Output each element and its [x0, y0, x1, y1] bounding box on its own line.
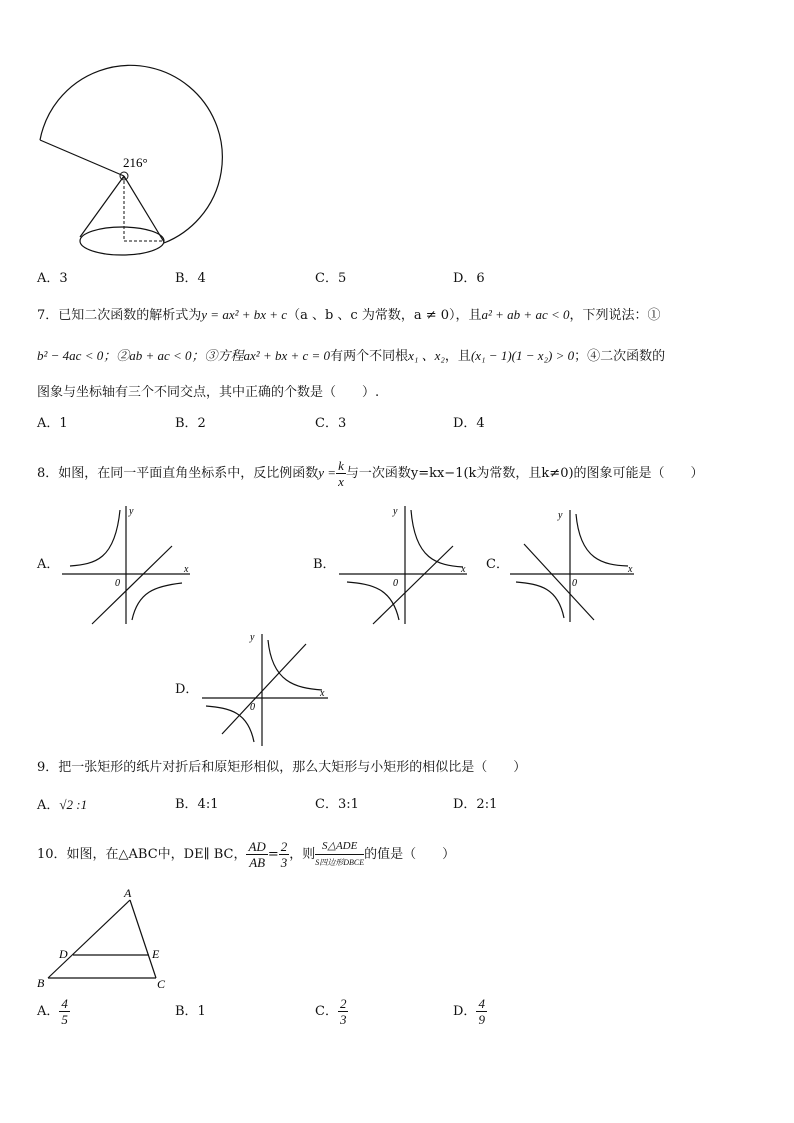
q10-option-d[interactable]: D． $\frac{4}{9}$	[453, 996, 485, 1027]
origin-label: 0	[572, 578, 577, 589]
point-e: E	[152, 947, 160, 961]
q8-label-a[interactable]: A．	[37, 557, 60, 572]
linear-function-line	[524, 544, 594, 620]
vertex-b: B	[37, 976, 45, 990]
hyperbola-branch-q3	[206, 706, 254, 742]
q7-option-c[interactable]: C．3	[315, 416, 347, 431]
cone-right-edge	[124, 176, 164, 242]
q9-option-b[interactable]: B．4:1	[175, 797, 219, 812]
cone-sector-figure	[30, 55, 230, 265]
x-label: x	[461, 564, 466, 575]
vertex-c: C	[157, 977, 166, 991]
q7-line2: b² − 4ac < 0；②ab + ac < 0；③方程ax² + bx + c = 0有两个不同根x₁ 、x₂，且(x₁ − 1)(1 − x₂) > 0；④二次函数的	[37, 348, 666, 364]
hyperbola-branch-q4	[132, 583, 182, 620]
q8-stem: 8．如图，在同一平面直角坐标系中，反比例函数y = $\frac{k}{x}$ 与一次函数y=kx−1(k为常数，且k≠0)的图象可能是（ ）	[37, 458, 704, 489]
side-ab	[48, 900, 130, 978]
q7-option-a[interactable]: A．1	[37, 416, 68, 431]
angle-label: 216°	[123, 155, 148, 170]
q10-option-a[interactable]: A． $\frac{4}{5}$	[37, 996, 68, 1027]
q6-option-d[interactable]: D．6	[453, 271, 485, 286]
q8-graph-b[interactable]	[337, 502, 472, 627]
triangle-abc-figure	[32, 884, 182, 996]
q10-option-b[interactable]: B．1	[175, 1004, 206, 1019]
hyperbola-branch-q1	[268, 640, 322, 690]
point-d: D	[59, 947, 68, 961]
side-ac	[130, 900, 156, 978]
q8-label-b[interactable]: B．	[313, 557, 336, 572]
x-label: x	[320, 688, 325, 699]
hyperbola-branch-q1	[411, 510, 463, 567]
vertex-a: A	[124, 886, 132, 900]
y-label: y	[250, 632, 255, 643]
x-label: x	[628, 564, 633, 575]
linear-function-line	[222, 644, 306, 734]
q7-option-b[interactable]: B．2	[175, 416, 206, 431]
y-label: y	[129, 506, 134, 517]
sector-radius	[40, 140, 124, 176]
q9-option-c[interactable]: C．3:1	[315, 797, 359, 812]
q8-graph-c[interactable]	[508, 508, 643, 628]
q7-line3: 图象与坐标轴有三个不同交点，其中正确的个数是（ ）.	[37, 385, 380, 400]
origin-label: 0	[250, 702, 255, 713]
q8-label-d[interactable]: D．	[175, 682, 199, 697]
hyperbola-branch-q3	[347, 582, 399, 620]
hyperbola-branch-q1	[576, 514, 628, 566]
q7-option-d[interactable]: D．4	[453, 416, 485, 431]
q6-option-b[interactable]: B．4	[175, 271, 206, 286]
linear-function-line	[373, 546, 453, 624]
linear-function-line	[92, 546, 172, 624]
x-label: x	[184, 564, 189, 575]
q9-option-d[interactable]: D．2:1	[453, 797, 498, 812]
cone-left-edge	[80, 176, 124, 237]
q10-stem: 10．如图，在△ABC中，DE∥ BC， $\frac{AD}{AB}$ = $\frac{2}{3}$ ，则 $\frac{\text{S△ADE}}{\text{S四边形DBCE}}$ 的值是（ ）	[37, 839, 456, 870]
hyperbola-branch-q2	[70, 510, 120, 566]
q9-option-a[interactable]: A．√2 :1	[37, 797, 88, 813]
origin-label: 0	[115, 578, 120, 589]
q6-option-a[interactable]: A．3	[37, 271, 68, 286]
q8-graph-a[interactable]	[60, 502, 195, 627]
y-label: y	[393, 506, 398, 517]
y-label: y	[558, 510, 563, 521]
q8-graph-d[interactable]	[200, 630, 335, 750]
q10-option-c[interactable]: C． $\frac{2}{3}$	[315, 996, 347, 1027]
hyperbola-branch-q3	[516, 582, 564, 618]
q6-option-c[interactable]: C．5	[315, 271, 347, 286]
q8-label-c[interactable]: C．	[486, 557, 509, 572]
q9-stem: 9．把一张矩形的纸片对折后和原矩形相似，那么大矩形与小矩形的相似比是（ ）	[37, 760, 527, 775]
origin-label: 0	[393, 578, 398, 589]
q7-line1: 7．已知二次函数的解析式为y = ax² + bx + c（a 、b 、c 为常数，a ≠ 0），且a² + ab + ac < 0，下列说法：①	[37, 307, 661, 323]
